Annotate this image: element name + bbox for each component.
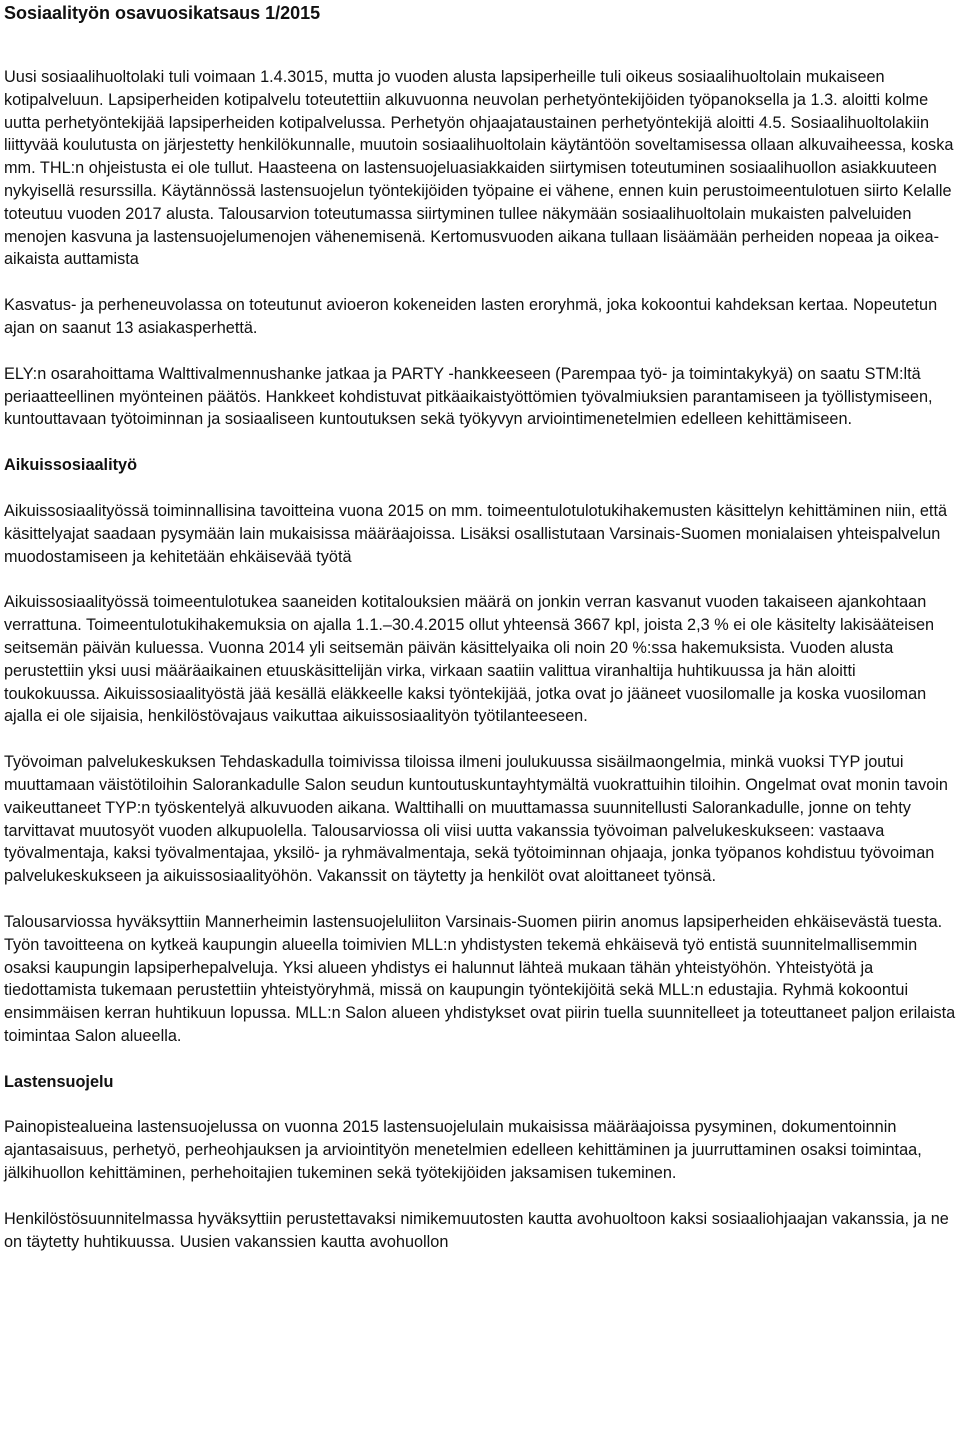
spacer [4, 1185, 956, 1208]
paragraph-employment-services: Työvoiman palvelukeskuksen Tehdaskadulla toimivissa tiloissa ilmeni joulukuussa sisäilmaongelmia, minkä vuoksi TYP joutui muuttamaan väistötiloihin Salorankadulle Salon seudun kuntoutuskuntayhtymältä vuokrattuihin tiloihin. Ongelmat ovat monin tavoin vaikeuttaneet TYP:n työskentelyä alkuvuoden aikana. Walttihalli on muuttamassa suunnitellusti Salorankadulle, jonne on tehty tarvittavat muutosyöt vuoden alkupuolella. Talousarviossa oli viisi uutta vakanssia työvoiman palvelukeskukseen: vastaava työvalmentaja, kaksi työvalmentajaa, yksilö- ja ryhmävalmentaja, sekä työtoiminnan ohjaaja, jonka työpanos kohdistuu työvoiman palvelukeskukseen ja aikuissosiaalityöhön. Vakanssit on täytetty ja henkilöt ovat aloittaneet työnsä. [4, 753, 948, 886]
spacer [4, 340, 956, 363]
spacer [4, 888, 956, 911]
paragraph-adult-goals: Aikuissosiaalityössä toiminnallisina tavoitteina vuona 2015 on mm. toimeentulotulotukihakemusten käsittelyn kehittäminen niin, että käsittelyajat saadaan pysymään lain mukaisissa määräajoissa. Lisäksi osallistutaan Varsinais-Suomen monialaisen yhteispalvelun muodostamiseen ja kehitetään ehkäisevää työtä [4, 501, 948, 566]
paragraph-ely-projects: ELY:n osarahoittama Walttivalmennushanke jatkaa ja PARTY -hankkeeseen (Parempaa työ- ja toimintakykyä) on saatu STM:ltä periaatteellinen myönteinen päätös. Hankkeet kohdistuvat pitkäaikaistyöttömien työvalmiuksien parantamiseen ja työllistymiseen, kuntouttavaan työtoiminnan ja sosiaaliseen kuntoutuksen sekä työkyvyn arviointimenetelmien edelleen kehittämiseen. [4, 364, 933, 429]
section-heading-adult-social-work: Aikuissosiaalityö [4, 456, 138, 475]
spacer [4, 1093, 956, 1116]
paragraph-family-counselling: Kasvatus- ja perheneuvolassa on toteutunut avioeron kokeneiden lasten eroryhmä, joka kokoontui kahdeksan kertaa. Nopeutetun ajan on saanut 13 asiakasperhettä. [4, 296, 938, 337]
section-heading-child-welfare: Lastensuojelu [4, 1072, 114, 1091]
spacer [4, 1048, 956, 1071]
paragraph-social-welfare-act: Uusi sosiaalihuoltolaki tuli voimaan 1.4.3015, mutta jo vuoden alusta lapsiperheille tuli oikeus sosiaalihuoltolain mukaiseen kotipalveluun. Lapsiperheiden kotipalvelu toteutettiin alkuvuonna neuvolan perhetyöntekijöiden työpanoksella ja 1.3. aloitti kolme uutta perhetyöntekijää lapsiperheiden kotipalvelussa. Perhetyön ohjaajataustainen perhetyöntekijä aloitti 4.5. Sosiaalihuoltolakiin liittyvää koulutusta on järjestetty henkilökunnalle, muutoin sosiaalihuoltolain käytäntöön soveltamisessa ollaan alkuvaiheessa, koska mm. THL:n ohjeistusta ei ole tullut. Haasteena on lastensuojeluasiakkaiden siirtymisen toteutuminen sosiaalihuollon asiakkuuteen nykyisellä resurssilla. Käytännössä lastensuojelun työntekijöiden työpaine ei vähene, ennen kuin perustoimeentulotuen siirto Kelalle toteutuu vuoden 2017 alusta. Talousarvion toteutumassa siirtyminen tullee näkymään sosiaalihuoltolain mukaisten palveluiden menojen kasvuna ja lastensuojelumenojen vähenemisenä. Kertomusvuoden aikana tullaan lisäämään perheiden nopeaa ja oikea-aikaista auttamista [4, 68, 954, 269]
spacer [4, 24, 956, 66]
paragraph-income-support: Aikuissosiaalityössä toimeentulotukea saaneiden kotitalouksien määrä on jonkin verran kasvanut vuoden takaiseen ajankohtaan verrattuna. Toimeentulotukihakemuksia on ajalla 1.1.–30.4.2015 ollut yhteensä 3667 kpl, joista 2,3 % ei ole käsitelty lakisääteisen seitsemän päivän kuluessa. Vuonna 2014 yli seitsemän päivän käsittelyaika oli noin 20 %:ssa hakemuksista. Vuoden alusta perustettiin yksi uusi määräaikainen etuuskäsittelijän virka, virkaan saatiin valittua viranhaltija huhtikuussa ja hän aloitti toukokuussa. Aikuissosiaalityöstä jää kesällä eläkkeelle kaksi työntekijää, jotka ovat jo jääneet vuosilomalle ja koska vuosiloman ajalla ei ole sijaisia, henkilöstövajaus vaikuttaa aikuissosiaalityön työtilanteeseen. [4, 593, 935, 726]
paragraph-child-welfare-priorities: Painopistealueina lastensuojelussa on vuonna 2015 lastensuojelulain mukaisissa määräajoissa pysyminen, dokumentoinnin ajantasaisuus, perhetyö, perheohjauksen ja arviointityön menetelmien edelleen kehittäminen ja juurruttaminen osaksi toimintaa, jälkihuollon kehittäminen, perhehoitajien tukeminen sekä työtekijöiden jaksamisen tukeminen. [4, 1118, 922, 1183]
spacer [4, 271, 956, 294]
spacer [4, 568, 956, 591]
paragraph-staffing-plan: Henkilöstösuunnitelmassa hyväksyttiin perustettavaksi nimikemuutosten kautta avohuoltoon kaksi sosiaaliohjaajan vakanssia, ja ne on täytetty huhtikuussa. Uusien vakanssien kautta avohuollon [4, 1209, 949, 1251]
spacer [4, 431, 956, 454]
spacer [4, 728, 956, 751]
paragraph-mll-cooperation: Talousarviossa hyväksyttiin Mannerheimin lastensuojeluliiton Varsinais-Suomen piirin anomus lapsiperheiden ehkäisevästä tuesta. Työn tavoitteena on kytkeä kaupungin alueella toimivien MLL:n yhdistysten tekemä ehkäisevä työ entistä suunnitelmallisemmin osaksi kaupungin lapsiperhepalveluja. Yksi alueen yhdistys ei halunnut lähteä mukaan tähän yhteistyöhön. Yhteistyötä ja tiedottamista tukemaan perustettiin yhteistyöryhmä, missä on kaupungin työntekijöitä sekä MLL:n edustajia. Ryhmä kokoontui ensimmäisen kerran huhtikuun lopussa. MLL:n Salon alueen yhdistykset ovat piirin tuella suunnitelleet ja toteuttaneet paljon erilaista toimintaa Salon alueella. [4, 912, 956, 1045]
spacer [4, 477, 956, 500]
document-title: Sosiaalityön osavuosikatsaus 1/2015 [4, 3, 321, 23]
